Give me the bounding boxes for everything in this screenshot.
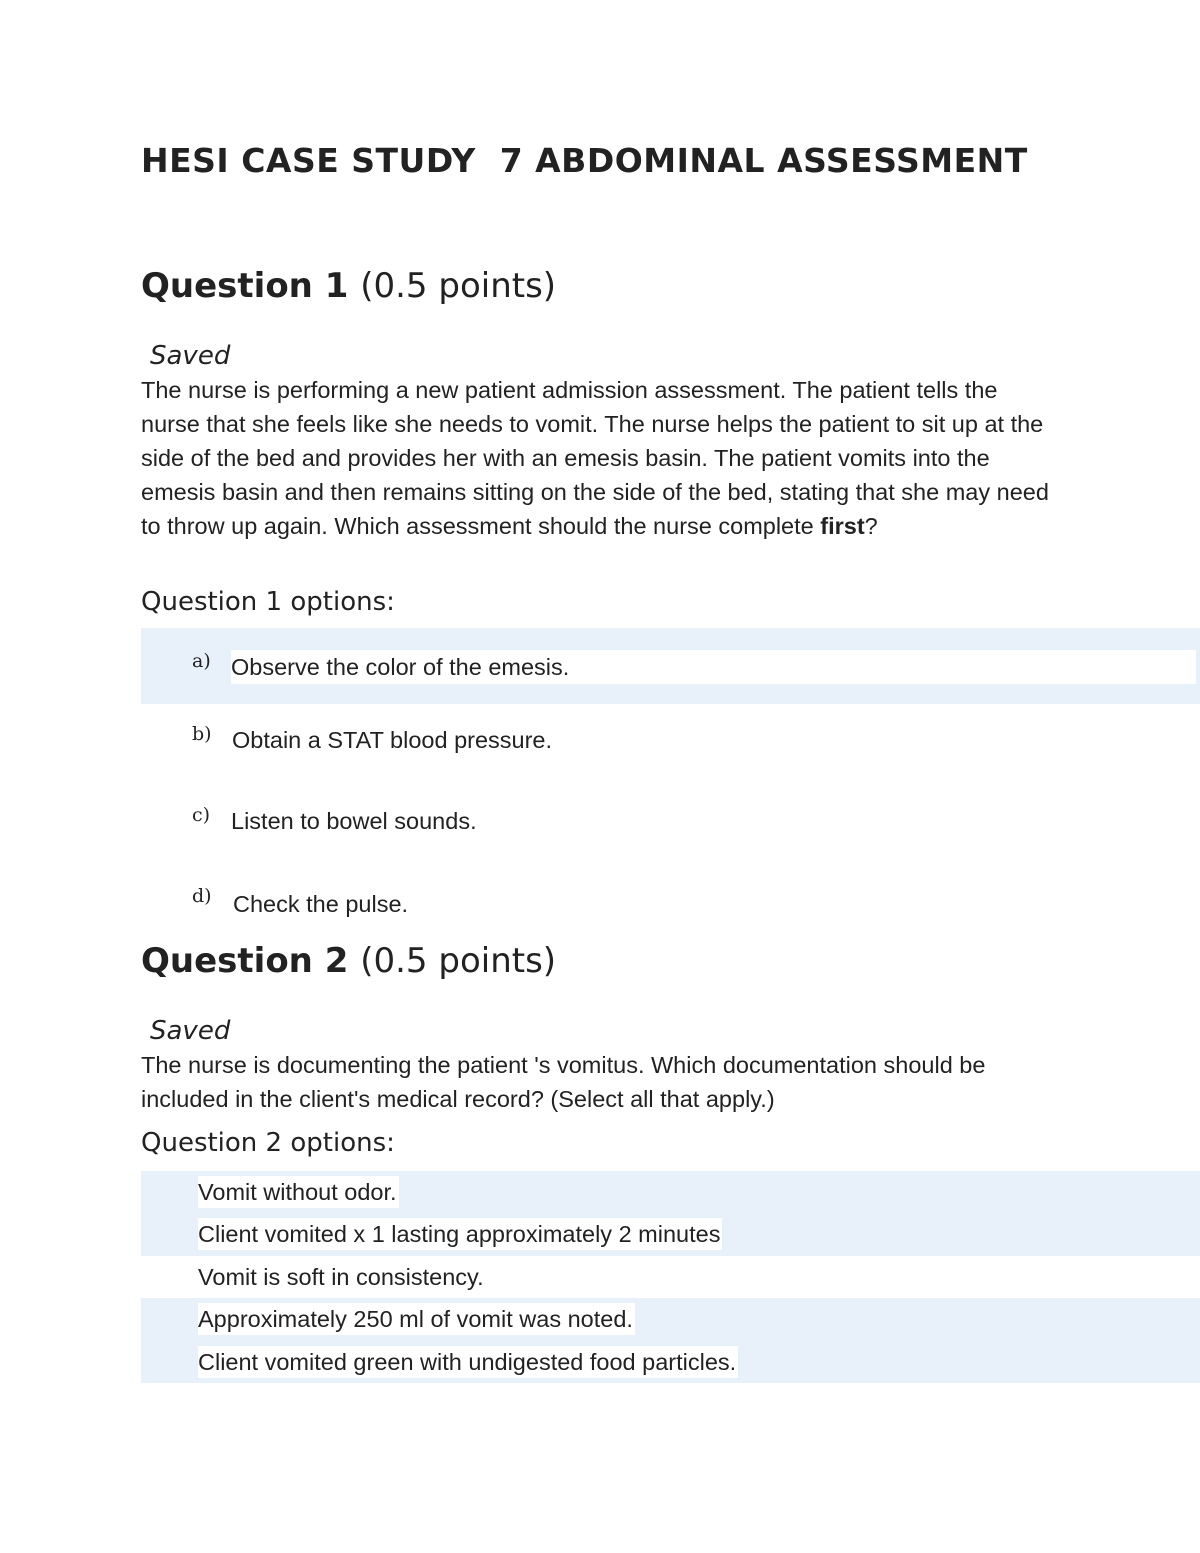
question-2-heading — [141, 939, 556, 983]
question-1-text — [141, 373, 1051, 543]
option-text: Listen to bowel sounds. — [231, 808, 477, 834]
option-text: Approximately 250 ml of vomit was noted. — [198, 1303, 635, 1335]
question-2-text: The nurse is documenting the patient 's vomitus. Which documentation should be included in the client's medical record? (Select all that apply.) — [141, 1052, 986, 1112]
question-2-option[interactable] — [141, 1213, 1200, 1255]
question-2-saved-status: Saved — [150, 1016, 231, 1046]
option-text: Client vomited green with undigested food particles. — [198, 1346, 738, 1378]
question-1-points: (0.5 points) — [360, 266, 557, 306]
question-2-options-label: Question 2 options: — [141, 1128, 395, 1158]
question-2-option[interactable] — [141, 1341, 1200, 1383]
question-2-option[interactable] — [141, 1298, 1200, 1340]
question-2-option[interactable] — [141, 1171, 1200, 1213]
question-1-text-main: The nurse is performing a new patient admission assessment. The patient tells the nurse that she feels like she needs to vomit. The nurse helps the patient to sit up at the side of the bed and provides her with an emesis basin. The patient vomits into the emesis basin and then remains sitting on the side of the bed, stating that she may need to throw up again. Which assessment should the nurse complete — [141, 377, 1049, 539]
question-2-number: Question 2 — [141, 941, 349, 981]
question-1-heading — [141, 264, 556, 308]
option-letter: b) — [192, 723, 212, 745]
question-1-text-emphasis: first — [820, 513, 865, 539]
question-1-text-end: ? — [864, 513, 878, 539]
option-text: Observe the color of the emesis. — [231, 650, 1196, 684]
question-1-saved-status: Saved — [150, 341, 231, 371]
question-1-number: Question 1 — [141, 266, 349, 306]
option-text: Obtain a STAT blood pressure. — [232, 727, 553, 753]
question-2-option[interactable] — [141, 1256, 1200, 1298]
option-letter: d) — [192, 885, 212, 907]
option-letter: a) — [192, 650, 211, 672]
option-text: Vomit is soft in consistency. — [198, 1261, 486, 1293]
option-text: Check the pulse. — [233, 891, 409, 917]
option-text: Client vomited x 1 lasting approximately 2 minutes — [198, 1218, 722, 1250]
document-title: HESI CASE STUDY 7 ABDOMINAL ASSESSMENT — [141, 141, 1028, 180]
option-text: Vomit without odor. — [198, 1176, 399, 1208]
question-2-options-list — [141, 1171, 1200, 1383]
question-1-options-label: Question 1 options: — [141, 587, 395, 617]
option-letter: c) — [192, 804, 211, 826]
question-2-points: (0.5 points) — [360, 941, 557, 981]
